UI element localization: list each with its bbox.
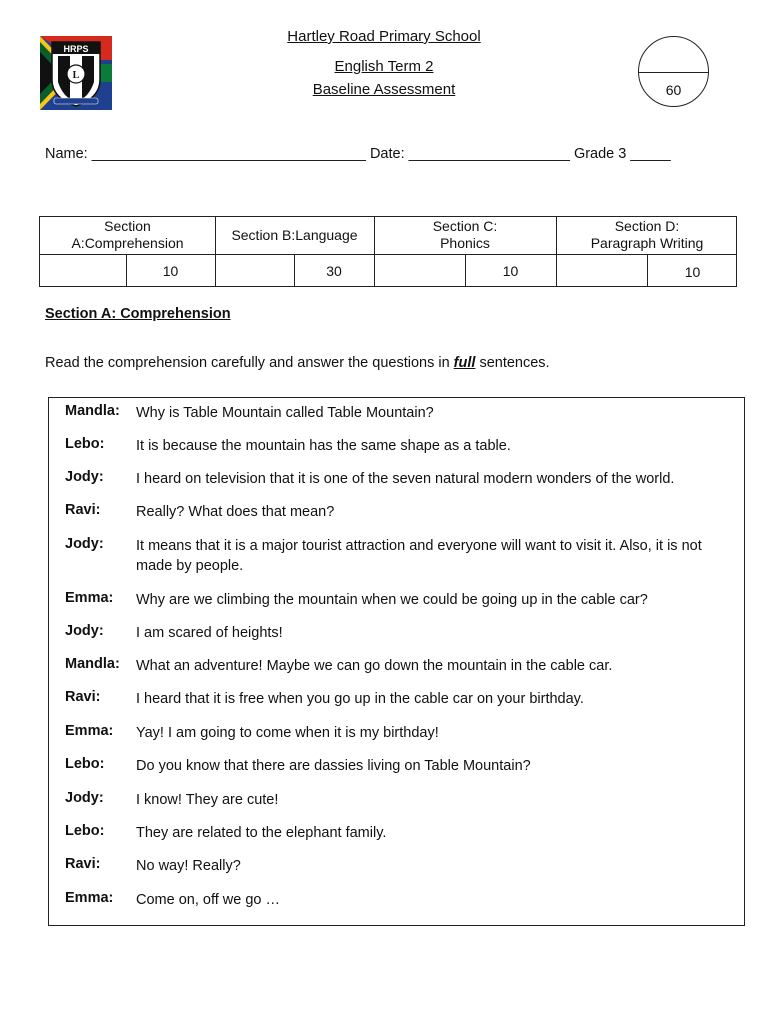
- dialogue-line: Do you know that there are dassies living on Table Mountain?: [136, 758, 531, 774]
- student-details-line: Name: __________________________________ Date: ____________________ Grade 3 _____: [45, 146, 671, 162]
- section-d-mark-box[interactable]: [556, 255, 647, 287]
- dialogue-line: I am scared of heights!: [136, 625, 283, 641]
- section-c-mark-box[interactable]: [374, 255, 465, 287]
- speaker-name: Emma:: [65, 890, 114, 906]
- speaker-name: Jody:: [65, 790, 104, 806]
- instruction-text: Read the comprehension carefully and answer the questions in: [45, 355, 454, 371]
- speaker-name: Lebo:: [65, 756, 105, 772]
- speaker-name: Ravi:: [65, 502, 101, 518]
- comprehension-dialogue-box: [48, 397, 745, 926]
- term-title: English Term 2: [334, 58, 434, 75]
- section-a-total: 10: [162, 263, 179, 279]
- svg-text:L: L: [72, 70, 80, 81]
- section-b-header: Section B:Language: [231, 227, 358, 243]
- dialogue-line: What an adventure! Maybe we can go down the mountain in the cable car.: [136, 658, 613, 674]
- speaker-name: Jody:: [65, 623, 104, 639]
- speaker-name: Jody:: [65, 536, 104, 552]
- section-a-heading: Section A: Comprehension: [45, 306, 231, 322]
- instruction-emphasis: full: [453, 355, 476, 371]
- section-a-mark-box[interactable]: [40, 255, 126, 287]
- section-b-mark-box[interactable]: [215, 255, 294, 287]
- dialogue-line: It is because the mountain has the same shape as a table.: [136, 438, 511, 454]
- dialogue-line: No way! Really?: [136, 858, 241, 874]
- dialogue-line: I heard that it is free when you go up in the cable car on your birthday.: [136, 691, 584, 707]
- speaker-name: Jody:: [65, 469, 104, 485]
- dialogue-line: I know! They are cute!: [136, 792, 279, 808]
- instructions: [45, 355, 550, 371]
- sections-marks-table: [39, 216, 737, 287]
- dialogue-line: Why are we climbing the mountain when we could be going up in the cable car?: [136, 592, 648, 608]
- section-b-total: 30: [326, 263, 342, 279]
- speaker-name: Mandla:: [65, 656, 120, 672]
- speaker-name: Emma:: [65, 590, 114, 606]
- total-score-value: 60: [665, 82, 682, 98]
- speaker-name: Lebo:: [65, 436, 105, 452]
- dialogue-line: Come on, off we go …: [136, 892, 281, 908]
- logo-lettering: HRPS: [63, 44, 89, 54]
- section-d-header: Section D: Paragraph Writing: [590, 218, 704, 251]
- dialogue-line: It means that it is a major tourist attraction and everyone will want to visit it. Also, it is not made by people.: [136, 538, 702, 574]
- school-name: Hartley Road Primary School: [287, 28, 481, 45]
- instruction-text-end: sentences.: [475, 355, 550, 371]
- speaker-name: Lebo:: [65, 823, 105, 839]
- speaker-name: Ravi:: [65, 856, 101, 872]
- dialogue-line: They are related to the elephant family.: [136, 825, 387, 841]
- speaker-name: Emma:: [65, 723, 114, 739]
- dialogue-line: I heard on television that it is one of the seven natural modern wonders of the world.: [136, 471, 675, 487]
- section-d-total: 10: [684, 264, 701, 280]
- dialogue-line: Why is Table Mountain called Table Mountain?: [136, 405, 434, 421]
- dialogue-line: Yay! I am going to come when it is my birthday!: [136, 725, 439, 741]
- section-c-total: 10: [502, 263, 519, 279]
- assessment-title: Baseline Assessment: [312, 81, 456, 98]
- speaker-name: Mandla:: [65, 403, 120, 419]
- total-score-circle: [638, 36, 709, 107]
- dialogue-line: Really? What does that mean?: [136, 504, 335, 520]
- section-a-header: Section A:Comprehension: [71, 218, 184, 251]
- score-divider: [639, 72, 708, 73]
- speaker-name: Ravi:: [65, 689, 101, 705]
- section-c-header: Section C: Phonics: [432, 218, 498, 251]
